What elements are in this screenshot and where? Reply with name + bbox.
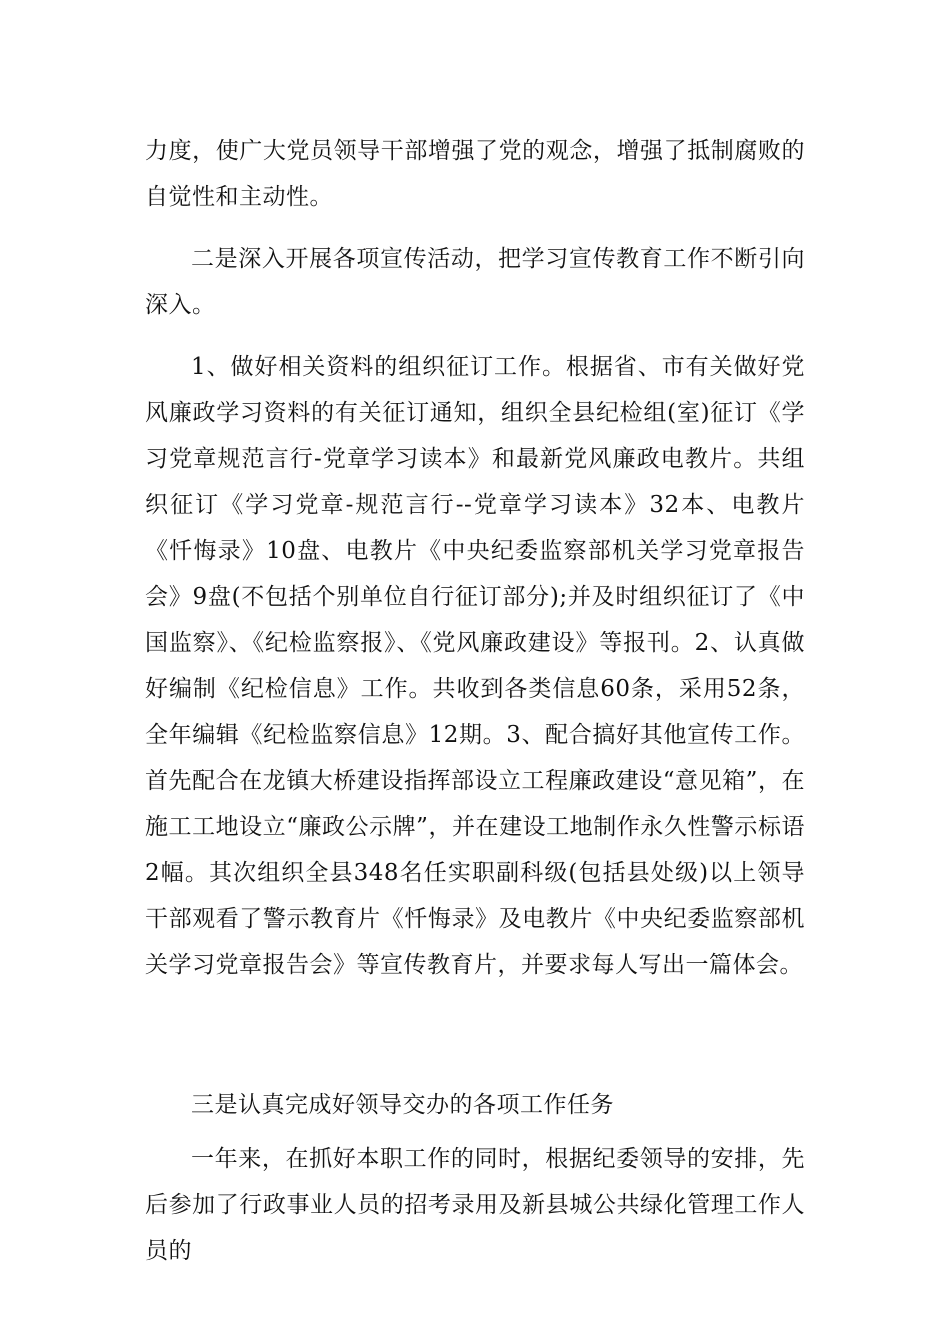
- paragraph-leadership-tasks: 三是认真完成好领导交办的各项工作任务: [191, 1092, 614, 1118]
- paragraph-continuation: 力度，使广大党员领导干部增强了党的观念，增强了抵制腐败的自觉性和主动性。: [145, 138, 805, 210]
- paragraph-materials-subscription: 1、做好相关资料的组织征订工作。根据省、市有关做好党风廉政学习资料的有关征订通知，组织全县纪检组(室)征订《学习党章规范言行-党章学习读本》和最新党风廉政电教片。共组织征订《学习党章-规范言行--党章学习读本》32本、电教片《忏悔录》10盘、电教片《中央纪委监察部机关学习党章报告会》9盘(不包括个别单位自行征订部分);并及时组织征订了《中国监察》、《纪检监察报》、《党风廉政建设》等报刊。2、认真做好编制《纪检信息》工作。共收到各类信息60条，采用52条，全年编辑《纪检监察信息》12期。3、配合搞好其他宣传工作。首先配合在龙镇大桥建设指挥部设立工程廉政建设“意见箱”，在施工工地设立“廉政公示牌”，并在建设工地制作永久性警示标语2幅。其次组织全县348名任实职副科级(包括县处级)以上领导干部观看了警示教育片《忏悔录》及电教片《中央纪委监察部机关学习党章报告会》等宣传教育片，并要求每人写出一篇体会。: [145, 354, 805, 978]
- paragraph-publicity-activities: 二是深入开展各项宣传活动，把学习宣传教育工作不断引向深入。: [145, 246, 805, 318]
- paragraph-year-summary: 一年来，在抓好本职工作的同时，根据纪委领导的安排，先后参加了行政事业人员的招考录用及新县城公共绿化管理工作人员的: [145, 1146, 805, 1264]
